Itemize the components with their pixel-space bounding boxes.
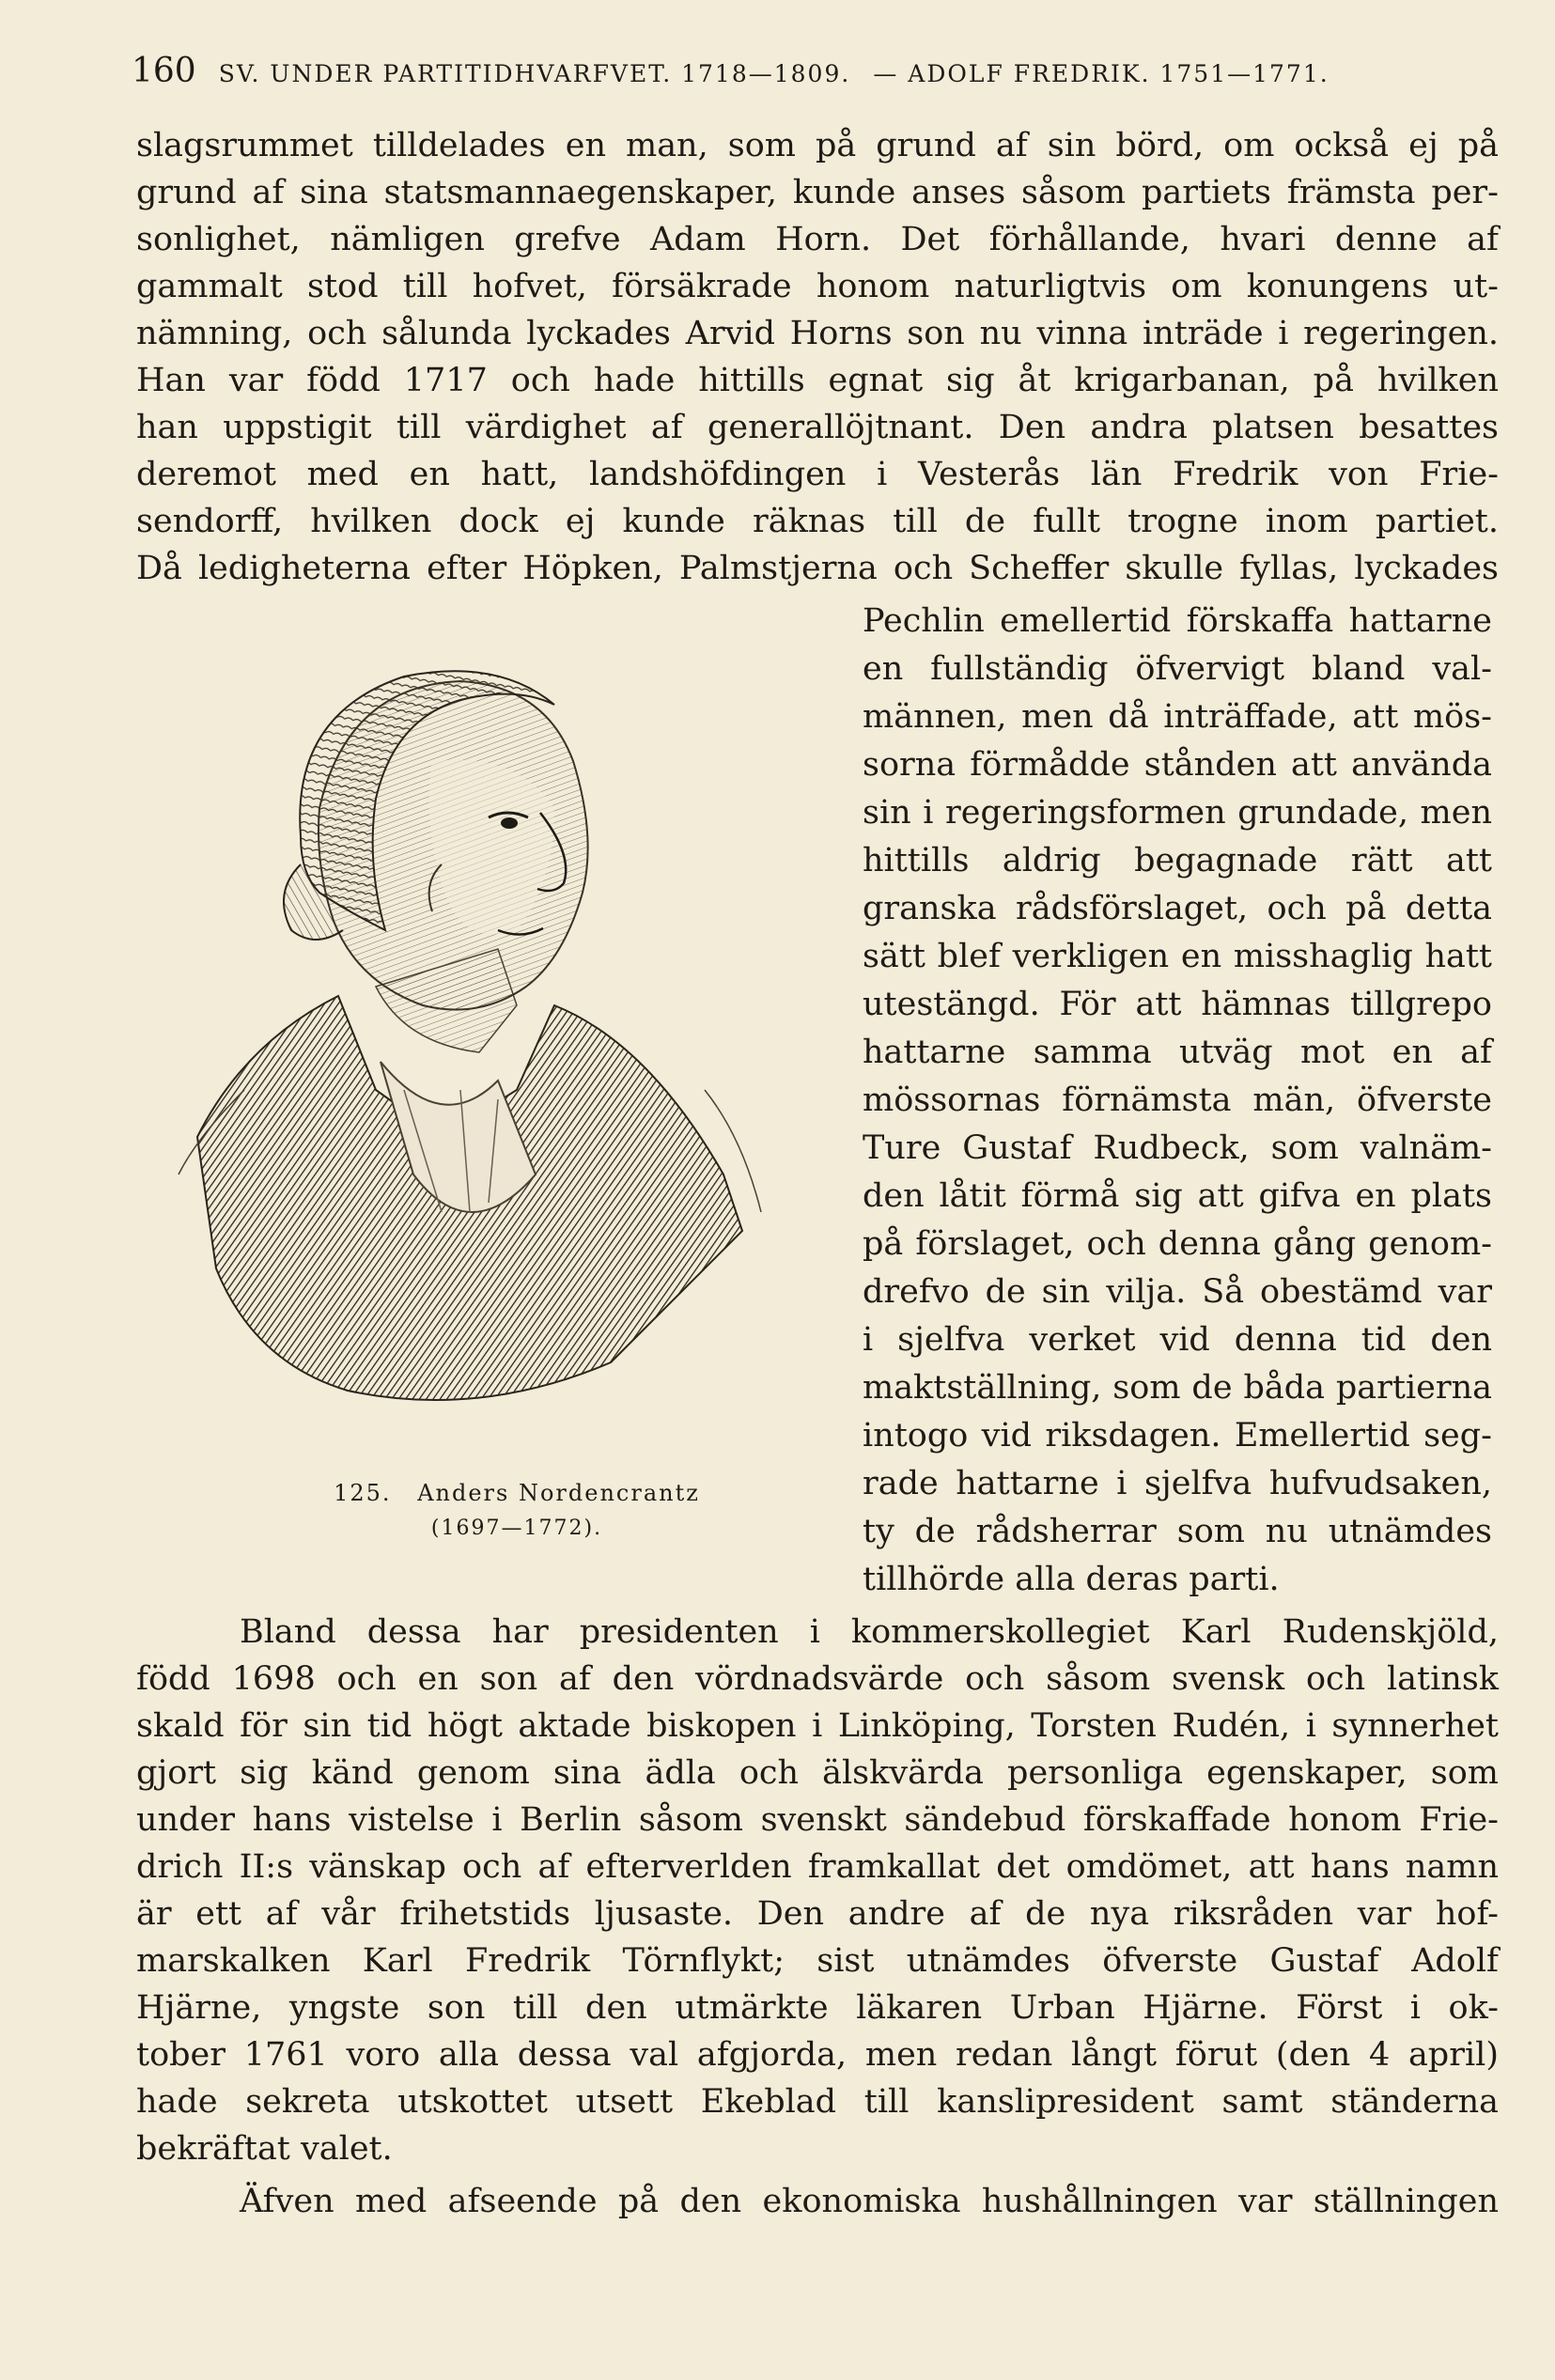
text-line: Hjärne, yngste son till den utmärkte läkaren Urban Hjärne. Först i ok-: [136, 1989, 1499, 2027]
text-line: en fullständig öfvervigt bland val-: [863, 650, 1492, 688]
text-line: född 1698 och en son af den vördnadsvärde och såsom svensk och latinsk: [136, 1660, 1499, 1698]
page-number: 160: [132, 52, 196, 90]
running-header: [132, 52, 1503, 99]
text-line: i sjelfva verket vid denna tid den: [863, 1321, 1492, 1359]
text-line: gjort sig känd genom sina ädla och älskvärda personliga egenskaper, som: [136, 1754, 1499, 1792]
text-line: maktställning, som de båda partierna: [863, 1369, 1492, 1407]
text-line: männen, men då inträffade, att mös-: [863, 698, 1492, 736]
text-line: hade sekreta utskottet utsett Ekeblad till kanslipresident samt ständerna: [136, 2083, 1499, 2121]
text-line: intogo vid riksdagen. Emellertid seg-: [863, 1417, 1492, 1454]
text-line: han uppstigit till värdighet af generallöjtnant. Den andra platsen besattes: [136, 409, 1499, 446]
text-line: är ett af vår frihetstids ljusaste. Den andre af de nya riksråden var hof-: [136, 1895, 1499, 1933]
text-line: Pechlin emellertid förskaffa hattarne: [863, 602, 1492, 640]
text-line: sätt blef verkligen en misshaglig hatt: [863, 938, 1492, 975]
running-title: SV. UNDER PARTITIDHVARFVET. 1718—1809.: [218, 60, 851, 87]
figure-caption: [310, 1475, 723, 1547]
text-line: bekräftat valet.: [136, 2130, 393, 2168]
text-line: under hans vistelse i Berlin såsom svenskt sändebud förskaffade honom Frie-: [136, 1801, 1499, 1839]
text-line: sendorff, hvilken dock ej kunde räknas till de fullt trogne inom partiet.: [136, 503, 1499, 540]
text-line: sorna förmådde stånden att använda: [863, 746, 1492, 784]
text-line: hattarne samma utväg mot en af: [863, 1034, 1492, 1071]
text-line: drich II:s vänskap och af efterverlden framkallat det omdömet, att hans namn: [136, 1848, 1499, 1886]
text-line: rade hattarne i sjelfva hufvudsaken,: [863, 1465, 1492, 1502]
text-line: tillhörde alla deras parti.: [863, 1561, 1280, 1598]
text-line: granska rådsförslaget, och på detta: [863, 890, 1492, 927]
text-line: nämning, och sålunda lyckades Arvid Horns son nu vinna inträde i regeringen.: [136, 315, 1499, 352]
figure-name: Anders Nordencrantz: [417, 1480, 700, 1506]
text-line: drefvo de sin vilja. Så obestämd var: [863, 1273, 1492, 1311]
text-line: Äfven med afseende på den ekonomiska hushållningen var ställningen: [240, 2183, 1499, 2220]
text-line: grund af sina statsmannaegenskaper, kunde anses såsom partiets främsta per-: [136, 174, 1499, 211]
text-line: den låtit förmå sig att gifva en plats: [863, 1177, 1492, 1215]
text-line: marskalken Karl Fredrik Törnflykt; sist utnämdes öfverste Gustaf Adolf: [136, 1942, 1499, 1980]
text-line: sonlighet, nämligen grefve Adam Horn. Det förhållande, hvari denne af: [136, 221, 1499, 258]
portrait-engraving: [160, 648, 817, 1485]
text-line: Då ledigheterna efter Höpken, Palmstjerna och Scheffer skulle fyllas, lyckades: [136, 550, 1499, 587]
figure-dates: (1697—1772).: [430, 1517, 603, 1540]
text-line: slagsrummet tilldelades en man, som på grund af sin börd, om också ej på: [136, 127, 1499, 164]
text-line: sin i regeringsformen grundade, men: [863, 794, 1492, 832]
text-line: på förslaget, och denna gång genom-: [863, 1225, 1492, 1263]
text-line: ty de rådsherrar som nu utnämdes: [863, 1513, 1492, 1550]
text-line: mössornas förnämsta män, öfverste: [863, 1081, 1492, 1119]
text-line: hittills aldrig begagnade rätt att: [863, 842, 1492, 879]
text-line: Han var född 1717 och hade hittills egnat sig åt krigarbanan, på hvilken: [136, 362, 1499, 399]
text-line: tober 1761 voro alla dessa val afgjorda, men redan långt förut (den 4 april): [136, 2036, 1499, 2074]
text-line: Bland dessa har presidenten i kommerskollegiet Karl Rudenskjöld,: [240, 1613, 1499, 1651]
section-title: — ADOLF FREDRIK. 1751—1771.: [873, 60, 1330, 87]
figure-number: 125.: [334, 1480, 392, 1506]
text-line: Ture Gustaf Rudbeck, som valnäm-: [863, 1129, 1492, 1167]
text-line: utestängd. För att hämnas tillgrepo: [863, 986, 1492, 1023]
text-line: deremot med en hatt, landshöfdingen i Vesterås län Fredrik von Frie-: [136, 456, 1499, 493]
text-line: gammalt stod till hofvet, försäkrade honom naturligtvis om konungens ut-: [136, 268, 1499, 305]
text-line: skald för sin tid högt aktade biskopen i Linköping, Torsten Rudén, i synnerhet: [136, 1707, 1499, 1745]
